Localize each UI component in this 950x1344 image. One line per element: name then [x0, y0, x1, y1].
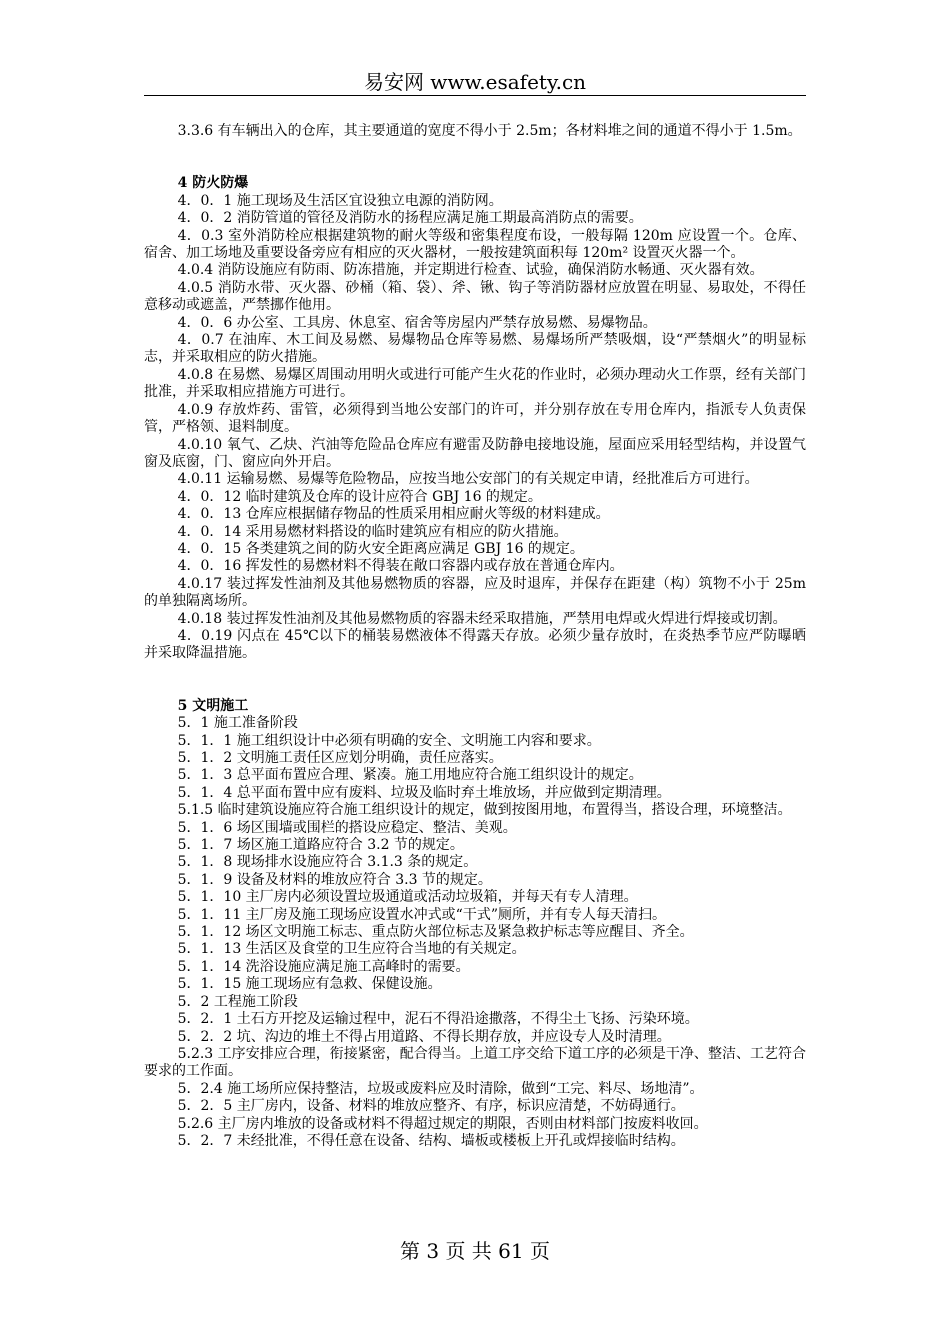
paragraph: 5.1.5 临时建筑设施应符合施工组织设计的规定，做到按图用地，布置得当，搭设合理，环境整洁。 [177, 802, 792, 819]
paragraph: 5．1．12 场区文明施工标志、重点防火部位标志及紧急救护标志等应醒目、齐全。 [177, 924, 694, 941]
section-gap [144, 663, 806, 698]
paragraph: 5．1．11 主厂房及施工现场应设置水冲式或“干式”厕所，并有专人每天清扫。 [177, 906, 666, 923]
paragraph: 4.0.18 装过挥发性油剂及其他易燃物质的容器未经采取措施，严禁用电焊或火焊进行焊接或切割。 [177, 610, 787, 627]
page-footer: 第 3 页 共 61 页 [400, 1239, 550, 1263]
paragraph: 4.0.9 存放炸药、雷管，必须得到当地公安部门的许可，并分别存放在专用仓库内，指派专人负责保管，严格领、退料制度。 [144, 401, 806, 436]
paragraph: 4.0.11 运输易燃、易爆等危险物品，应按当地公安部门的有关规定申请，经批准后方可进行。 [177, 471, 759, 488]
paragraph: 5.2.6 主厂房内堆放的设备或材料不得超过规定的期限，否则由材料部门按废料收回。 [177, 1115, 708, 1132]
paragraph: 5．1．15 施工现场应有急救、保健设施。 [177, 976, 442, 993]
paragraph: 5．1 施工准备阶段 [177, 715, 298, 732]
paragraph: 4.0.8 在易燃、易爆区周围动用明火或进行可能产生火花的作业时，必须办理动火工作票，经有关部门批准，并采取相应措施方可进行。 [144, 366, 806, 401]
paragraph: 5．2．7 未经批准，不得任意在设备、结构、墙板或楼板上开孔或焊接临时结构。 [177, 1132, 685, 1149]
paragraph: 4．0．12 临时建筑及仓库的设计应符合 GBJ 16 的规定。 [177, 488, 542, 505]
paragraph: 4．0．16 挥发性的易燃材料不得装在敞口容器内或存放在普通仓库内。 [177, 558, 624, 575]
paragraph: 5．1．3 总平面布置应合理、紧凑。施工用地应符合施工组织设计的规定。 [177, 767, 643, 784]
document-body [144, 123, 806, 1150]
paragraph: 5．1．13 生活区及食堂的卫生应符合当地的有关规定。 [177, 941, 526, 958]
paragraph: 4．0．1 施工现场及生活区宜设独立电源的消防网。 [177, 192, 503, 209]
paragraph: 5．1．9 设备及材料的堆放应符合 3.3 节的规定。 [177, 871, 492, 888]
paragraph: 5．1．6 场区围墙或围栏的搭设应稳定、整洁、美观。 [177, 819, 517, 836]
paragraph: 5．1．4 总平面布置中应有废料、垃圾及临时弃土堆放场，并应做到定期清理。 [177, 784, 671, 801]
paragraph: 5．1．7 场区施工道路应符合 3.2 节的规定。 [177, 837, 464, 854]
paragraph: 5．2．5 主厂房内，设备、材料的堆放应整齐、有序，标识应清楚，不妨碍通行。 [177, 1098, 685, 1115]
paragraph: 4.0.10 氧气、乙炔、汽油等危险品仓库应有避雷及防静电接地设施，屋面应采用轻型结构，并设置气窗及底窗，门、窗应向外开启。 [144, 436, 806, 470]
paragraph: 3.3.6 有车辆出入的仓库，其主要通道的宽度不得小于 2.5m；各材料堆之间的通道不得小于 1.5m。 [177, 123, 802, 139]
paragraph: 5．2 工程施工阶段 [177, 993, 298, 1010]
section-heading: 4 防火防爆 [177, 175, 249, 192]
paragraph: 5．1．1 施工组织设计中必须有明确的安全、文明施工内容和要求。 [177, 732, 601, 749]
paragraph: 5．1．14 洗浴设施应满足施工高峰时的需要。 [177, 958, 470, 975]
paragraph: 5．2．1 土石方开挖及运输过程中，泥石不得沿途撒落，不得尘土飞扬、污染环境。 [177, 1011, 699, 1028]
paragraph: 4．0．2 消防管道的管径及消防水的扬程应满足施工期最高消防点的需要。 [177, 210, 643, 227]
paragraph: 4．0.7 在油库、木工间及易燃、易爆物品仓库等易燃、易爆场所严禁吸烟，设“严禁烟火”的明显标志，并采取相应的防火措施。 [144, 332, 806, 366]
paragraph: 5．2.4 施工场所应保持整洁，垃圾或废料应及时清除，做到“工完、料尽、场地清”。 [177, 1080, 704, 1097]
paragraph: 4．0.3 室外消防栓应根据建筑物的耐火等级和密集程度布设，一般每隔 120m 应设置一个。仓库、宿舍、加工场地及重要设备旁应有相应的灭火器材，一般按建筑面积每 120m² 设置灭火器一个。 [144, 227, 806, 262]
paragraph: 4.0.5 消防水带、灭火器、砂桶（箱、袋）、斧、锹、钩子等消防器材应放置在明显、易取处，不得任意移动或遮盖，严禁挪作他用。 [144, 279, 806, 314]
paragraph: 4．0．15 各类建筑之间的防火安全距离应满足 GBJ 16 的规定。 [177, 540, 584, 557]
paragraph: 5.2.3 工序安排应合理，衔接紧密，配合得当。上道工序交给下道工序的必须是干净、整洁、工艺符合要求的工作面。 [144, 1045, 806, 1080]
paragraph: 5．1．10 主厂房内必须设置垃圾通道或活动垃圾箱，并每天有专人清理。 [177, 889, 638, 906]
header-rule [144, 95, 806, 96]
paragraph: 4．0．14 采用易燃材料搭设的临时建筑应有相应的防火措施。 [177, 523, 568, 540]
paragraph: 4．0．13 仓库应根据储存物品的性质采用相应耐火等级的材料建成。 [177, 506, 610, 523]
paragraph: 5．1．2 文明施工责任区应划分明确，责任应落实。 [177, 750, 503, 766]
paragraph: 5．1．8 现场排水设施应符合 3.1.3 条的规定。 [177, 854, 478, 871]
paragraph: 5．2．2 坑、沟边的堆土不得占用道路、不得长期存放，并应设专人及时清理。 [177, 1028, 671, 1045]
page-header: 易安网 www.esafety.cn [363, 70, 587, 94]
section-gap [144, 140, 806, 175]
section-heading: 5 文明施工 [177, 697, 249, 714]
paragraph: 4．0.19 闪点在 45℃以下的桶装易燃液体不得露天存放。必须少量存放时，在炎热季节应严防曝晒并采取降温措施。 [144, 627, 806, 662]
paragraph: 4.0.4 消防设施应有防雨、防冻措施，并定期进行检查、试验，确保消防水畅通、灭火器有效。 [177, 262, 764, 279]
paragraph: 4.0.17 装过挥发性油剂及其他易燃物质的容器，应及时退库，并保存在距建（构）筑物不小于 25m 的单独隔离场所。 [144, 575, 806, 610]
paragraph: 4．0．6 办公室、工具房、休息室、宿舍等房屋内严禁存放易燃、易爆物品。 [177, 314, 657, 331]
